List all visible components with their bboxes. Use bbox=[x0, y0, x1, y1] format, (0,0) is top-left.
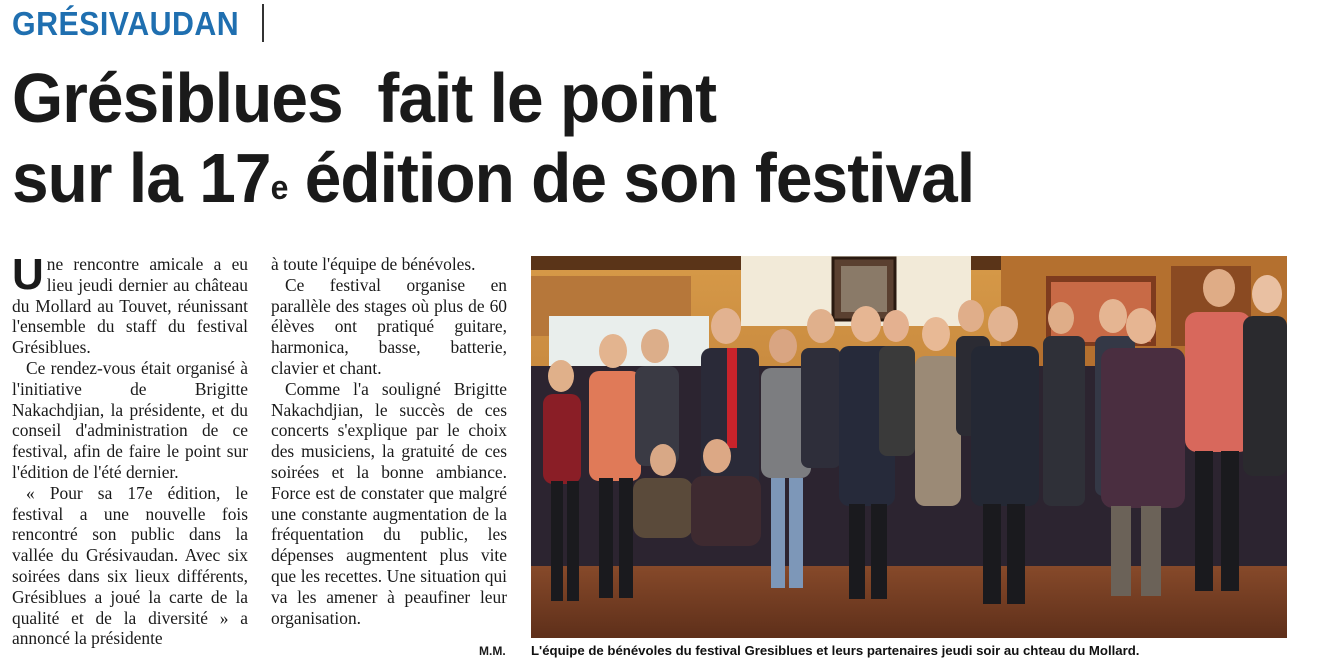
headline-line2-sup: e bbox=[270, 169, 288, 207]
group-photo bbox=[531, 256, 1287, 638]
section-divider bbox=[262, 4, 264, 42]
section-header bbox=[12, 2, 259, 46]
article-column-1 bbox=[12, 250, 248, 649]
photo-caption: L'équipe de bénévoles du festival Gresiblues et leurs partenaires jeudi soir au chteau du Mollard. bbox=[531, 643, 1140, 658]
paragraph: à toute l'équipe de bénévoles. bbox=[271, 254, 476, 274]
headline-line2-post: édition de son festival bbox=[287, 139, 975, 217]
section-name: GRÉSIVAUDAN bbox=[12, 5, 240, 42]
paragraph: Une rencontre amicale a eu lieu jeudi dernier au château du Mollard au Touvet, réunissant l'ensemble du staff du festival Grésiblues. bbox=[12, 250, 248, 358]
drop-cap: U bbox=[12, 250, 44, 299]
headline-line2-pre: sur la 17 bbox=[12, 139, 271, 217]
byline: M.M. bbox=[479, 644, 506, 658]
paragraph: Ce festival organise en parallèle des stages où plus de 60 élèves ont pratiqué guitare, harmonica, basse, batterie, clavier et chant. bbox=[271, 274, 507, 378]
headline-line1: Grésiblues fait le point bbox=[12, 59, 717, 137]
article-column-2 bbox=[271, 254, 507, 628]
headline bbox=[12, 58, 1243, 218]
group-photo-illustration bbox=[531, 256, 1287, 638]
paragraph: « Pour sa 17e édition, le festival a une nouvelle fois rencontré son public dans la vallée du Grésivaudan. Avec six soirées dans six lieux différents, Grésiblues a joué la carte de la qualité et de la diversité » a annoncé la présidente bbox=[12, 482, 248, 649]
paragraph: Ce rendez-vous était organisé à l'initiative de Brigitte Nakachdjian, la présidente, et du conseil d'administration de ce festival, afin de faire le point sur l'édition de l'été dernier. bbox=[12, 357, 248, 482]
paragraph: Comme l'a souligné Brigitte Nakachdjian, le succès de ces concerts s'explique par le choix des musiciens, la gratuité de ces soirées et la bonne ambiance. Force est de constater que malgré une constante augmentation de la fréquentation du public, les dépenses augmentent plus vite que les recettes. Une situation qui va les amener à peaufiner leur organisation. bbox=[271, 378, 507, 628]
